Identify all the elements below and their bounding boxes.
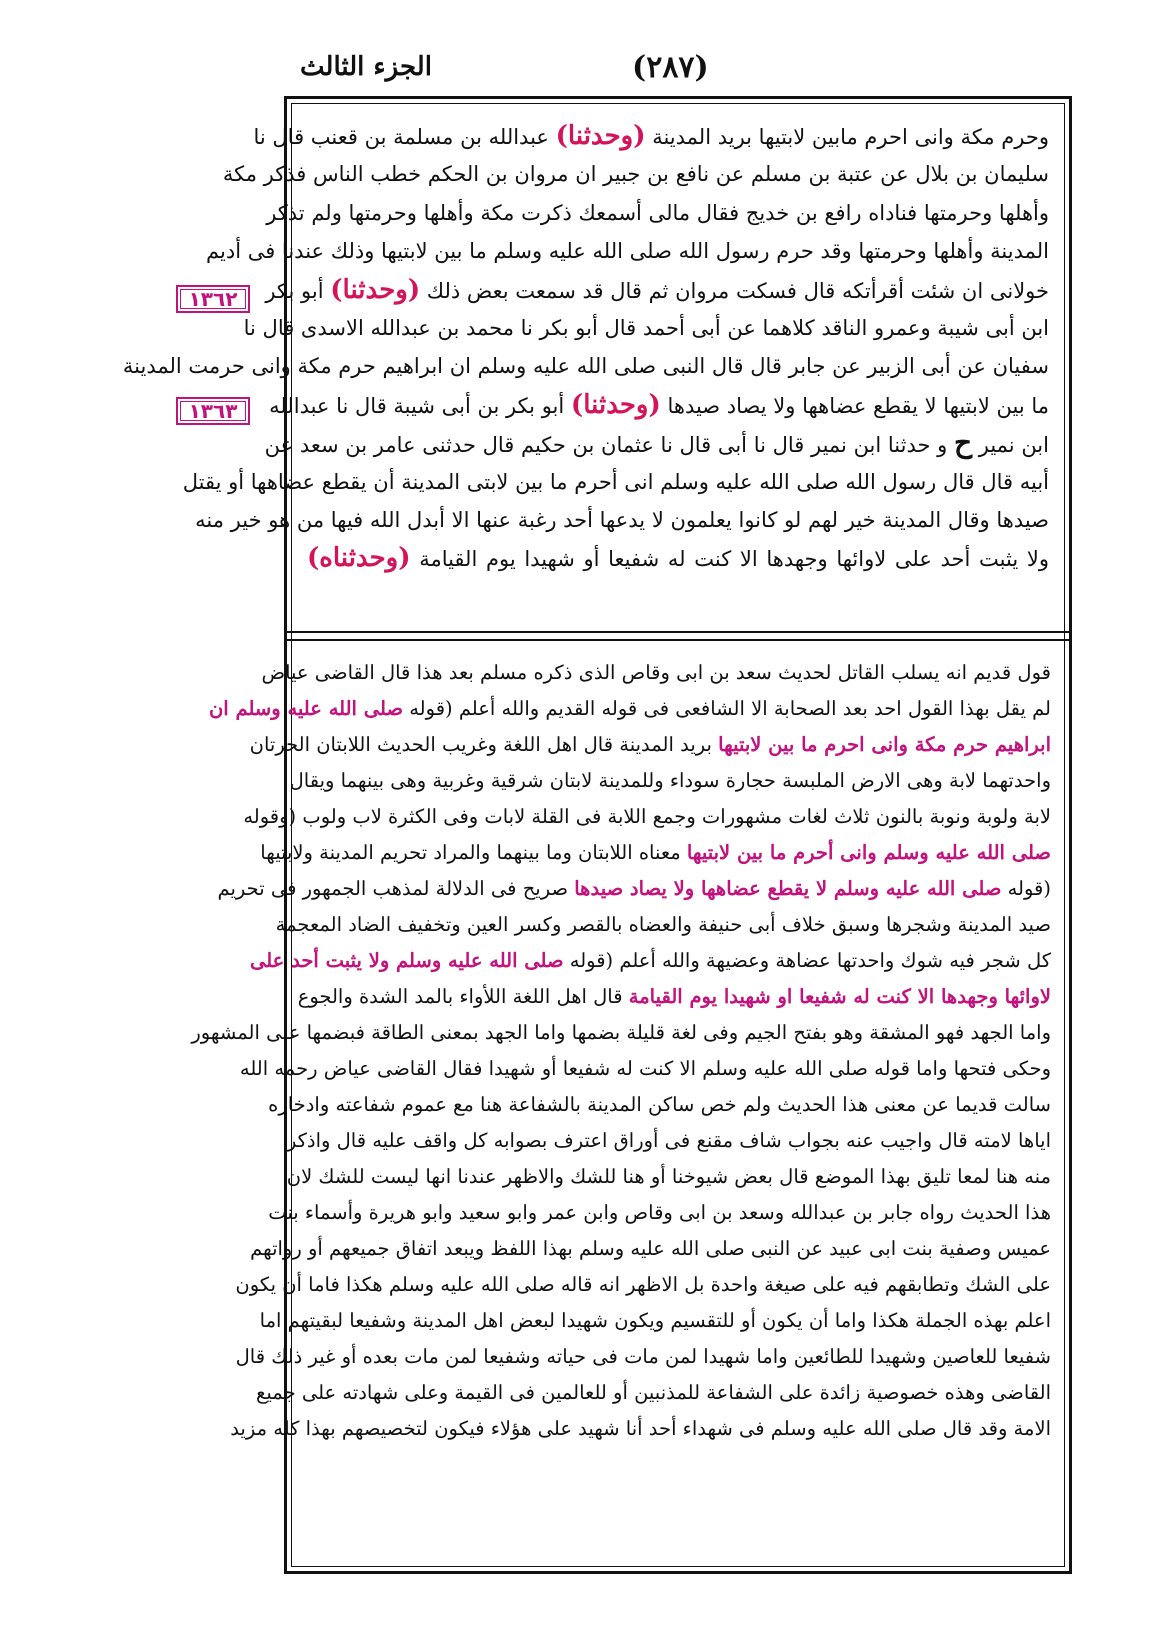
matn-line [182, 463, 1049, 501]
sharh-line [249, 727, 1051, 763]
text-segment: اعلم بهذه الجملة هكذا واما أن يكون أو للتقسيم ويكون شهيدا لبعض اهل المدينة وشفيعا لبقيتهم اما [259, 1309, 1051, 1332]
sharh-line [243, 799, 1051, 835]
hadith-number-1362: ١٣٦٢ [176, 285, 250, 313]
matn-line [222, 155, 1049, 193]
text-segment: ابن نمير [972, 433, 1049, 458]
text-segment: صيد المدينة وشجرها وسبق خلاف أبى حنيفة والعضاه بالقصر وكسر العين وتخفيف الضاد المعجمة [275, 913, 1051, 936]
sharh-line [259, 1303, 1051, 1339]
quoted-hadith-text: صلى الله عليه وسلم ان [208, 697, 404, 720]
text-segment: منه هنا لمعا تليق بهذا الموضع قال بعض شيوخنا أو هنا للشك والاظهر عندنا انها ليست للشك لان [286, 1165, 1051, 1188]
sharh-line [191, 1015, 1051, 1051]
quoted-hadith-text: لاوائها وجهدها الا كنت له شفيعا او شهيدا يوم القيامة [628, 985, 1051, 1008]
tahwil-letter: ح [953, 426, 973, 460]
part-title: الجزء الثالث [300, 52, 432, 82]
text-segment: لابة ولوبة ونوبة بالنون ثلاث لغات مشهورات وجمع اللابة فى القلة لابات وفى الكثرة لاب ولوب (وقوله [243, 805, 1051, 828]
sharh-line [268, 1087, 1051, 1123]
matn-line [264, 424, 1049, 462]
quoted-hadith-text: ابراهيم حرم مكة وانى احرم ما بين لابتيها [718, 733, 1051, 756]
text-segment: كل شجر فيه شوك واحدتها عضاهة وعضيهة والله أعلم (قوله [563, 949, 1051, 972]
text-segment: المدينة وأهلها وحرمتها وقد حرم رسول الله صلى الله عليه وسلم ما بين لابتيها وذلك عندنا فى أديم [206, 239, 1049, 264]
text-segment: ولا يثبت أحد على لاوائها وجهدها الا كنت له شفيعا أو شهيدا يوم القيامة [410, 547, 1049, 572]
sharh-line [208, 691, 1051, 727]
text-segment: القاضى وهذه خصوصية زائدة على الشفاعة للمذنبين أو للعالمين فى القيمة وعلى شهادته على جميع [256, 1381, 1051, 1404]
matn-line [195, 501, 1049, 539]
sharh-line [289, 763, 1051, 799]
text-segment: ابن أبى شيبة وعمرو الناقد كلاهما عن أبى أحمد قال أبو بكر نا محمد بن عبدالله الاسدى قال نا [243, 315, 1049, 340]
text-segment: اياها لامته قال واجيب عنه بجواب شاف مقنع فى أوراق اعترف بصوابه كل واقف عليه قال واذكر [286, 1129, 1051, 1152]
matn-line [243, 309, 1049, 347]
text-segment: و حدثنا ابن نمير قال نا أبى قال نا عثمان بن حكيم قال حدثنى عامر بن سعد عن [264, 433, 954, 458]
text-segment: على الشك وتطابقهم فيه على صيغة واحدة بل الاظهر انه قاله صلى الله عليه وسلم هكذا فاما أن يكون [235, 1273, 1051, 1296]
matn-line [253, 117, 1049, 155]
text-segment: لم يقل بهذا القول احد بعد الصحابة الا الشافعى فى قوله القديم والله أعلم (قوله [403, 697, 1051, 720]
text-segment: وحكى فتحها واما قوله صلى الله عليه وسلم الا كنت له شفيعا أو شهيدا فقال القاضى عياض رحمه الله [239, 1057, 1051, 1080]
text-segment: معناه اللابتان وما بينهما والمراد تحريم المدينة ولابتيها [260, 841, 687, 864]
sharh-line [256, 1375, 1051, 1411]
text-segment: وحرم مكة وانى احرم مابين لابتيها بريد المدينة [645, 125, 1049, 149]
text-segment: سفيان عن أبى الزبير عن جابر قال قال النبى صلى الله عليه وسلم ان ابراهيم حرم مكة وانى حرمت المدينة [122, 354, 1049, 379]
sharh-line [250, 1231, 1051, 1267]
sharh-commentary-block [191, 655, 1051, 1555]
text-segment: (قوله [1001, 877, 1051, 900]
narration-keyword: (وحدثنا) [555, 121, 646, 151]
text-segment: أبو بكر بن أبى شيبة قال نا عبدالله [269, 393, 571, 418]
sharh-line [235, 1267, 1051, 1303]
hadith-number-1363: ١٣٦٣ [176, 397, 250, 425]
text-segment: سالت قديما عن معنى هذا الحديث ولم خص ساكن المدينة بالشفاعة هنا مع عموم شفاعته وادخاره [268, 1093, 1051, 1116]
sharh-line [275, 907, 1051, 943]
matn-line [265, 271, 1049, 309]
sharh-line [239, 1051, 1051, 1087]
text-segment: واما الجهد فهو المشقة وهو بفتح الجيم وفى لغة قليلة بضمها واما الجهد بمعنى الطاقة فبضمها على المشهور [191, 1021, 1051, 1044]
text-segment: عميس وصفية بنت ابى عبيد عن النبى صلى الله عليه وسلم بهذا اللفظ ويبعد اتفاق جميعهم أو رواتهم [250, 1237, 1051, 1260]
sharh-line [286, 1159, 1051, 1195]
text-segment: صريح فى الدلالة لمذهب الجمهور فى تحريم [217, 877, 575, 900]
text-segment: وأهلها وحرمتها فناداه رافع بن خديج فقال مالى أسمعك ذكرت مكة وأهلها وحرمتها ولم تذكر [266, 200, 1049, 225]
quoted-hadith-text: صلى الله عليه وسلم لا يقطع عضاهها ولا يصاد صيدها [574, 877, 1002, 900]
narration-keyword: (وحدثنا) [570, 389, 661, 420]
text-segment: خولانى ان شئت أقرأتكه قال فسكت مروان ثم قال قد سمعت بعض ذلك [420, 278, 1049, 303]
text-segment: واحدتهما لابة وهى الارض الملبسة حجارة سوداء وللمدينة لابتان شرقية وغربية وهى بينهما ويقال [289, 769, 1051, 792]
sharh-line [249, 943, 1051, 979]
page-header [0, 46, 1158, 94]
text-segment: بريد المدينة قال اهل اللغة وغريب الحديث اللابتان الحرتان [249, 733, 719, 756]
text-segment: أبو بكر [265, 278, 331, 303]
sharh-line [235, 1339, 1051, 1375]
sharh-line [297, 979, 1051, 1015]
sharh-line [260, 835, 1051, 871]
sharh-line [286, 1123, 1051, 1159]
sharh-line [230, 1411, 1051, 1447]
narration-keyword: (وحدثناه) [307, 543, 411, 574]
text-segment: الامة وقد قال صلى الله عليه وسلم فى شهداء أحد أنا شهيد على هؤلاء فيكون لتخصيصهم بهذا كله مزيد [230, 1417, 1051, 1440]
quoted-hadith-text: صلى الله عليه وسلم وانى أحرم ما بين لابتيها [686, 841, 1051, 864]
text-segment: صيدها وقال المدينة خير لهم لو كانوا يعلمون لا يدعها أحد رغبة عنها الا أبدل الله فيها من هو خير منه [195, 507, 1049, 532]
sharh-line [268, 1195, 1051, 1231]
section-divider [287, 631, 1069, 641]
text-segment: سليمان بن بلال عن عتبة بن مسلم عن نافع بن جبير ان مروان بن الحكم خطب الناس فذكر مكة [222, 162, 1049, 187]
text-segment: شفيعا للعاصين وشهيدا للطائعين واما شهيدا لمن مات فى حياته وشفيعا لمن مات بعده أو غير ذلك قال [235, 1345, 1051, 1368]
sharh-line [261, 655, 1051, 691]
text-segment: قال اهل اللغة اللأواء بالمد الشدة والجوع [297, 985, 629, 1008]
text-segment: هذا الحديث رواه جابر بن عبدالله وسعد بن ابى وقاص وابن عمر وابو سعيد وابو هريرة وأسماء بنت [268, 1201, 1051, 1224]
text-segment: قول قديم انه يسلب القاتل لحديث سعد بن ابى وقاص الذى ذكره مسلم بعد هذا قال القاضى عياض [261, 661, 1051, 684]
text-segment: عبدالله بن مسلمة بن قعنب قال نا [253, 125, 556, 149]
matn-line [206, 232, 1049, 270]
page-number: (٢٨٧) [632, 50, 709, 85]
sharh-line [217, 871, 1051, 907]
matn-line [307, 539, 1049, 577]
narration-keyword: (وحدثنا) [330, 274, 421, 305]
matn-line [266, 194, 1049, 232]
quoted-hadith-text: صلى الله عليه وسلم ولا يثبت أحد على [249, 949, 564, 972]
matn-line [269, 386, 1049, 424]
matn-line [122, 347, 1049, 385]
text-segment: أبيه قال قال رسول الله صلى الله عليه وسلم انى أحرم ما بين لابتى المدينة أن يقطع عضاهها أو يقتل [182, 469, 1049, 494]
text-segment: ما بين لابتيها لا يقطع عضاهها ولا يصاد صيدها [660, 393, 1049, 418]
